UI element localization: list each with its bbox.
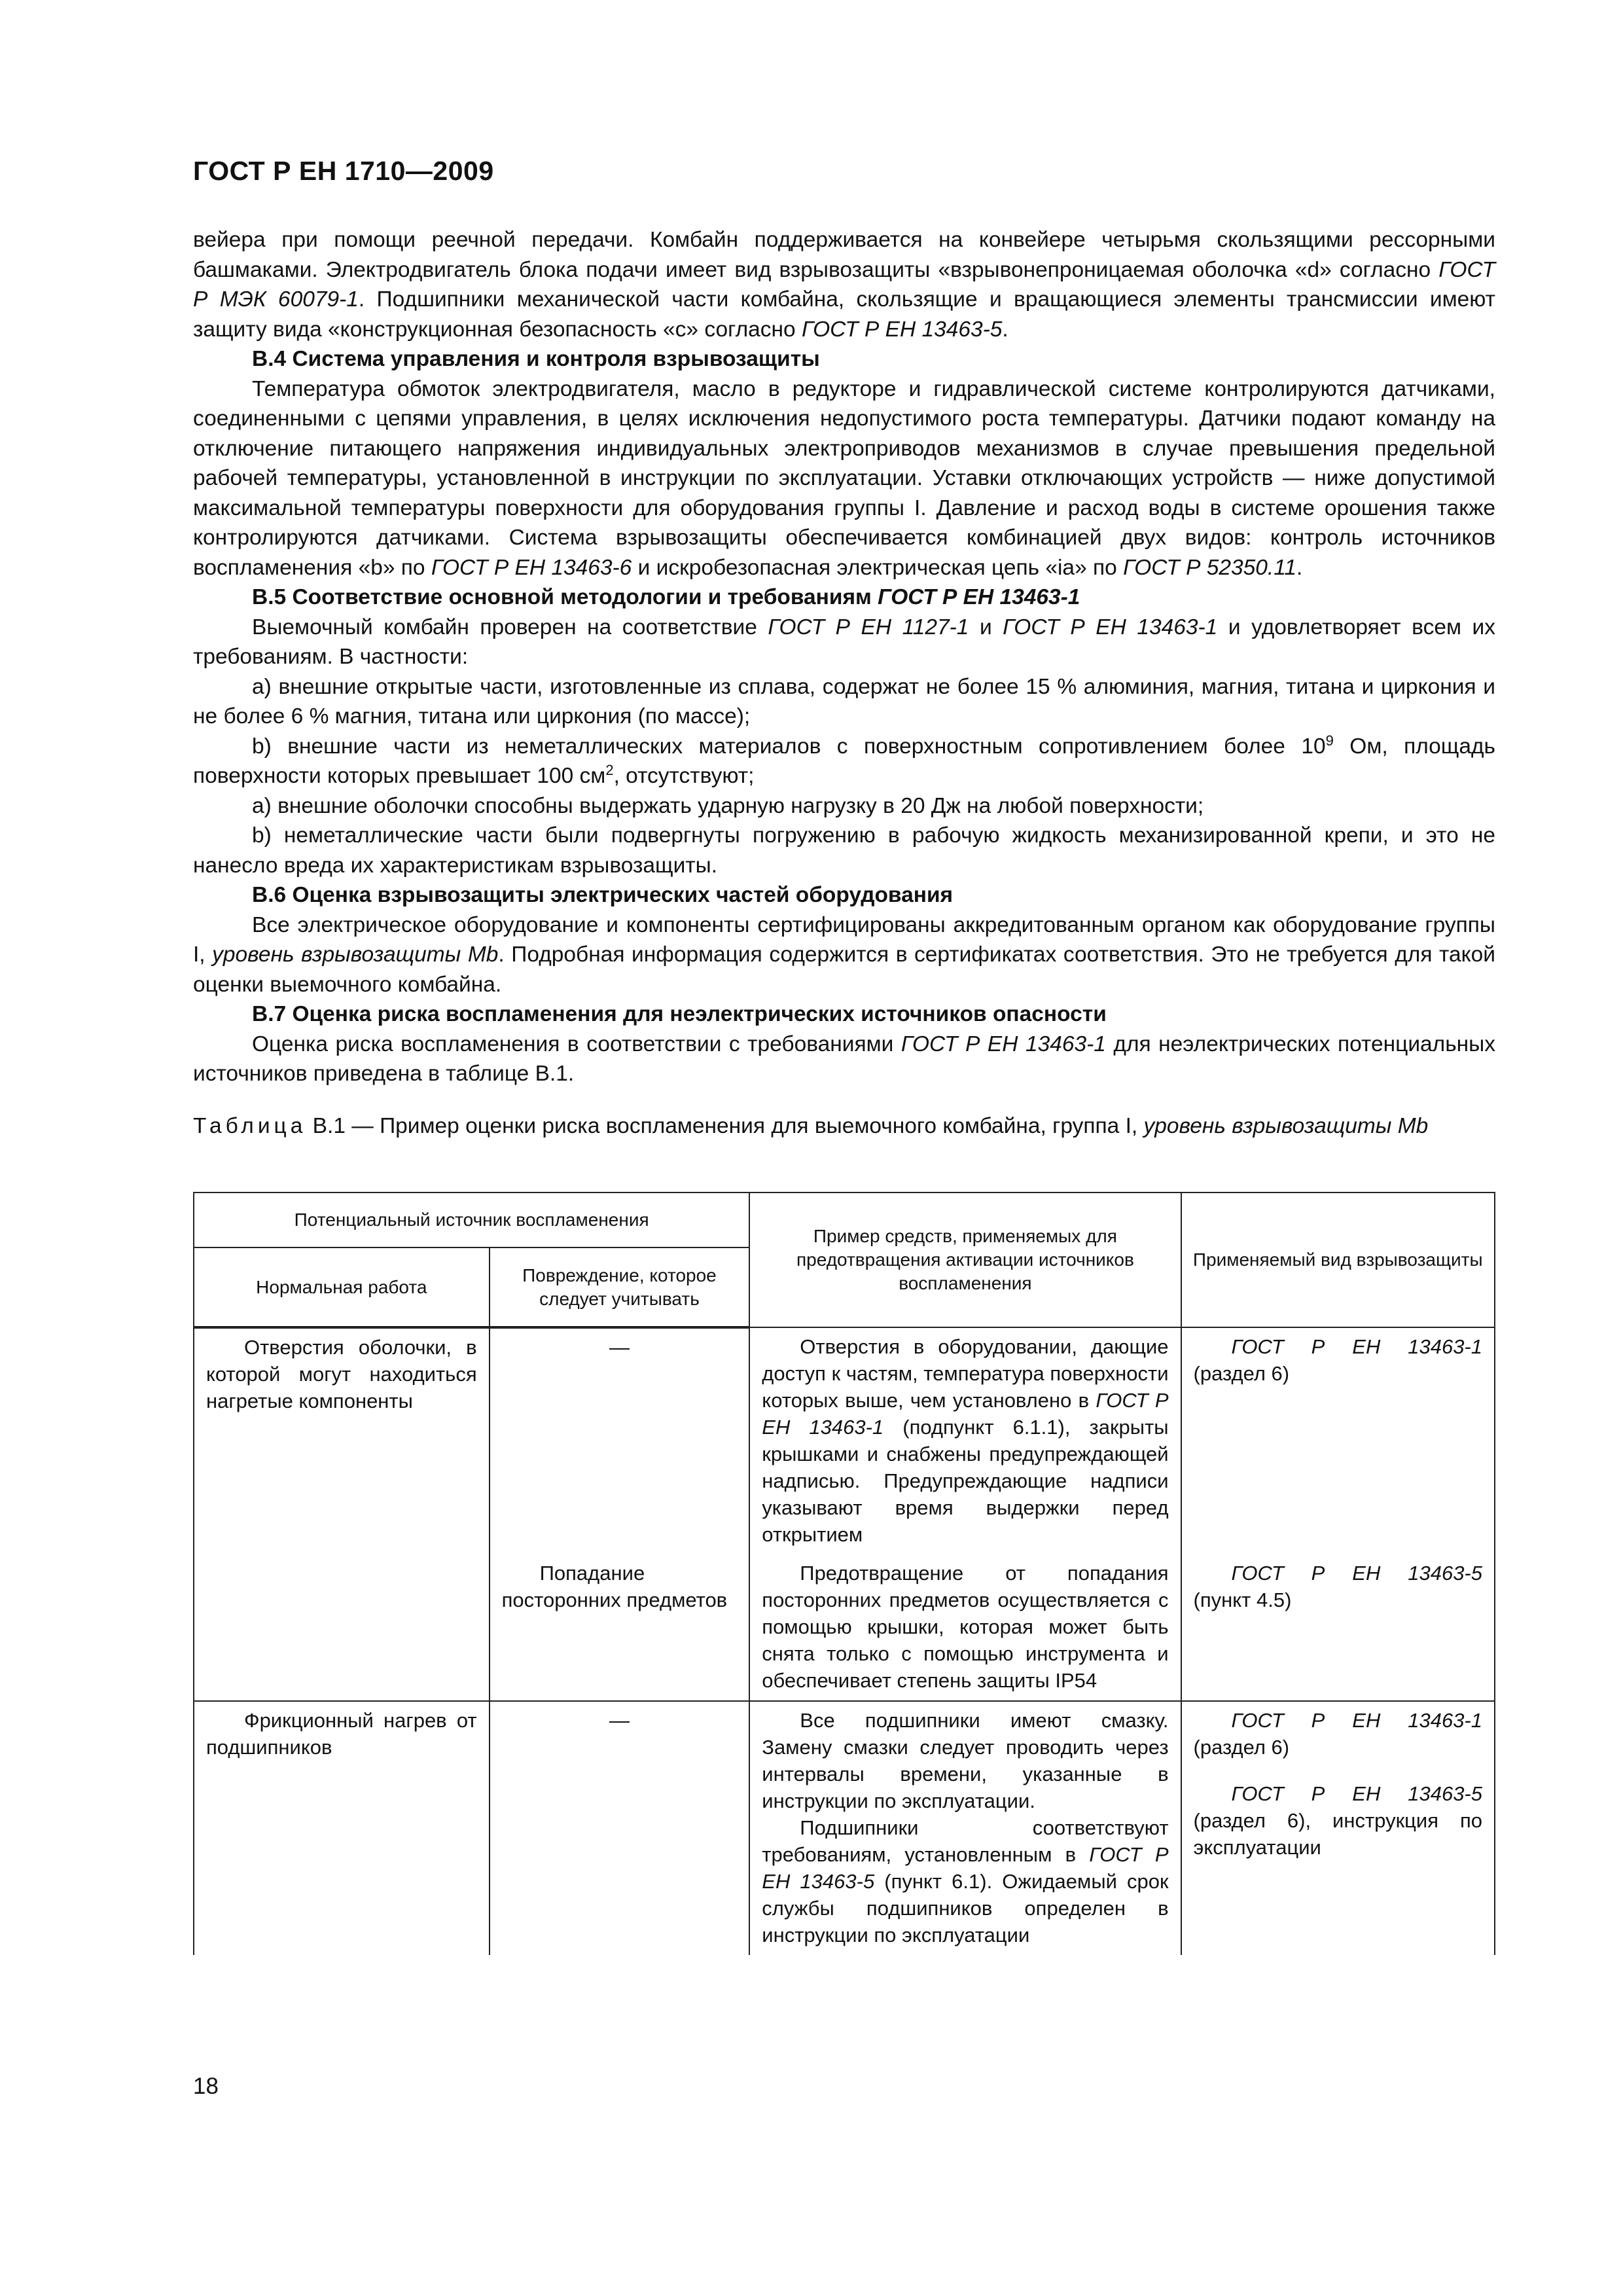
standard-ref: ГОСТ Р ЕН 13463-1 xyxy=(762,1389,1169,1439)
cell-normal-operation xyxy=(194,1554,490,1701)
cell-protection-type xyxy=(1181,1327,1495,1554)
cell-protection-type xyxy=(1181,1554,1495,1701)
text: Все электрическое оборудование и компоненты сертифицированы аккредитованным органом как оборудование группы I, xyxy=(193,912,1495,967)
text: . xyxy=(1296,555,1303,580)
text: и удовлетворяет всем их требованиям. В частности: xyxy=(193,615,1495,669)
risk-assessment-table xyxy=(193,1192,1495,1955)
paragraph-b4 xyxy=(193,374,1495,583)
cell-means xyxy=(749,1701,1181,1955)
header-means: Пример средств, применяемых для предотвращения активации источников воспламенения xyxy=(749,1193,1181,1327)
text: Ом, площадь поверхности которых превышает 100 см xyxy=(193,734,1495,788)
text: (раздел 6) xyxy=(1193,1736,1290,1759)
page-number: 18 xyxy=(193,2073,219,2099)
text: и искробезопасная электрическая цепь «ia» по xyxy=(632,555,1124,580)
text: Все подшипники имеют смазку. Замену смазки следует проводить через интервалы времени, указанные в инструкции по эксплуатации. xyxy=(762,1709,1169,1812)
standard-ref: ГОСТ Р ЕН 13463-5 xyxy=(801,317,1003,342)
text: Температура обмоток электродвигателя, масло в редукторе и гидравлической системе контролируются датчиками, соединенными с цепями управления, в целях исключения недопустимого роста температуры. Датчики подают команду на отключение питающего напряжения индивидуальных электроприводов механизмов в случае превышения предельной рабочей температуры, установленной в инструкции по эксплуатации. Уставки отключающих устройств — ниже допустимой максимальной температуры поверхности для оборудования группы I. Давление и расход воды в системе орошения также контролируются датчиками. Система взрывозащиты обеспечивается комбинацией двух видов: контроль источников воспламенения «b» по xyxy=(193,376,1495,580)
text: . Подробная информация содержится в сертификатах соответствия. Это не требуется для такой оценки выемочного комбайна. xyxy=(193,942,1495,997)
text: В.5 Соответствие основной методологии и требованиям xyxy=(252,585,878,609)
standard-ref: ГОСТ Р 52350.11 xyxy=(1123,555,1297,580)
cell-normal-operation: Отверстия оболочки, в которой могут находиться нагретые компоненты xyxy=(194,1327,490,1554)
standard-ref: ГОСТ Р ЕН 13463-5 xyxy=(1231,1562,1482,1585)
standard-ref: ГОСТ Р ЕН 13463-1 xyxy=(878,585,1080,609)
table-row xyxy=(194,1701,1495,1955)
protection-level: уровень взрывозащиты Mb xyxy=(212,942,499,967)
header-damage: Повреждение, которое следует учитывать xyxy=(490,1247,750,1327)
standard-ref: ГОСТ Р ЕН 13463-1 xyxy=(901,1031,1106,1056)
body-text xyxy=(193,225,1495,1141)
section-heading-b6: В.6 Оценка взрывозащиты электрических частей оборудования xyxy=(252,883,954,907)
caption-label: Таблица xyxy=(193,1113,307,1138)
text: b) внешние части из неметаллических материалов с поверхностным сопротивлением более 10 xyxy=(252,734,1326,759)
standard-ref: ГОСТ Р ЕН 1127-1 xyxy=(768,615,969,639)
cell-damage: — xyxy=(490,1327,750,1554)
standard-ref: ГОСТ Р ЕН 13463-5 xyxy=(762,1843,1169,1893)
cell-damage: — xyxy=(490,1701,750,1955)
table-row xyxy=(194,1554,1495,1701)
header-ignition-source: Потенциальный источник воспламенения xyxy=(194,1193,749,1247)
section-heading-b5 xyxy=(193,583,1495,613)
cell-protection-type xyxy=(1181,1701,1495,1955)
text: В.1 — Пример оценки риска воспламенения для выемочного комбайна, группа I, xyxy=(306,1113,1144,1138)
text: , отсутствуют; xyxy=(613,764,755,788)
header-protection-type: Применяемый вид взрывозащиты xyxy=(1181,1193,1495,1327)
standard-ref: ГОСТ Р ЕН 13463-5 xyxy=(1231,1782,1482,1805)
text: (раздел 6) xyxy=(1193,1362,1290,1385)
list-item-b2: b) неметаллические части были подвергнуты погружению в рабочую жидкость механизированной крепи, и это не нанесло вреда их характеристикам взрывозащиты. xyxy=(193,823,1495,878)
cell-damage: Попадание посторонних предметов xyxy=(490,1554,750,1701)
text: (раздел 6), инструкция по эксплуатации xyxy=(1193,1809,1482,1859)
list-item-b1 xyxy=(193,732,1495,791)
text: (пункт 6.1). Ожидаемый срок службы подшипников определен в инструкции по эксплуатации xyxy=(762,1870,1169,1946)
header-normal-operation: Нормальная работа xyxy=(194,1247,490,1327)
document-header: ГОСТ Р ЕН 1710—2009 xyxy=(193,156,494,186)
text: вейера при помощи реечной передачи. Комбайн поддерживается на конвейере четырьмя скользящими рессорными башмаками. Электродвигатель блока подачи имеет вид взрывозащиты «взрывонепроницаемая оболочка «d» согласно xyxy=(193,228,1495,282)
text: (подпункт 6.1.1), закрыты крышками и снабжены предупреждающей надписью. Предупреждающие надписи указывают время выдержки перед открытием xyxy=(762,1416,1169,1546)
cell-normal-operation: Фрикционный нагрев от подшипников xyxy=(194,1701,490,1955)
text: и xyxy=(969,615,1003,639)
standard-ref: ГОСТ Р ЕН 13463-1 xyxy=(1003,615,1218,639)
list-item-a1: а) внешние открытые части, изготовленные из сплава, содержат не более 15 % алюминия, магния, титана и циркония и не более 6 % магния, титана или циркония (по массе); xyxy=(193,674,1495,728)
intro-paragraph xyxy=(193,225,1495,344)
paragraph-b5 xyxy=(193,613,1495,672)
text: Оценка риска воспламенения в соответствии с требованиями xyxy=(252,1031,901,1056)
superscript: 9 xyxy=(1325,732,1334,749)
spacer xyxy=(1194,1761,1482,1780)
text: . Подшипники механической части комбайна, скользящие и вращающиеся элементы трансмиссии имеют защиту вида «конструкционная безопасность «с» согласно xyxy=(193,287,1496,342)
cell-means xyxy=(749,1327,1181,1554)
text: Подшипники соответствуют требованиям, установленным в xyxy=(762,1816,1169,1866)
text: Выемочный комбайн проверен на соответствие xyxy=(252,615,768,639)
standard-ref: ГОСТ Р ЕН 13463-1 xyxy=(1231,1709,1482,1732)
list-item-a2: а) внешние оболочки способны выдержать ударную нагрузку в 20 Дж на любой поверхности; xyxy=(252,793,1204,818)
table-caption xyxy=(193,1111,1495,1141)
paragraph-b7 xyxy=(193,1030,1495,1089)
table-row xyxy=(194,1327,1495,1554)
cell-means: Предотвращение от попадания посторонних предметов осуществляется с помощью крышки, которая может быть снята только с помощью инструмента и обеспечивает степень защиты IP54 xyxy=(749,1554,1181,1701)
paragraph-b6 xyxy=(193,910,1495,1000)
text: . xyxy=(1002,317,1008,342)
superscript: 2 xyxy=(605,761,614,778)
text: (пункт 4.5) xyxy=(1193,1588,1292,1611)
standard-ref: ГОСТ Р ЕН 13463-1 xyxy=(1231,1335,1482,1358)
text xyxy=(762,1814,1168,1948)
standard-ref: ГОСТ Р МЭК 60079-1 xyxy=(193,257,1495,312)
standard-ref: ГОСТ Р ЕН 13463-6 xyxy=(431,555,632,580)
section-heading-b7: В.7 Оценка риска воспламенения для неэлектрических источников опасности xyxy=(252,1002,1107,1026)
protection-level: уровень взрывозащиты Mb xyxy=(1143,1113,1429,1138)
text: для неэлектрических потенциальных источников приведена в таблице В.1. xyxy=(193,1031,1495,1086)
text: Отверстия в оборудовании, дающие доступ к частям, температура поверхности которых выше, чем установлено в xyxy=(762,1335,1169,1412)
section-heading-b4: В.4 Система управления и контроля взрывозащиты xyxy=(252,347,820,371)
